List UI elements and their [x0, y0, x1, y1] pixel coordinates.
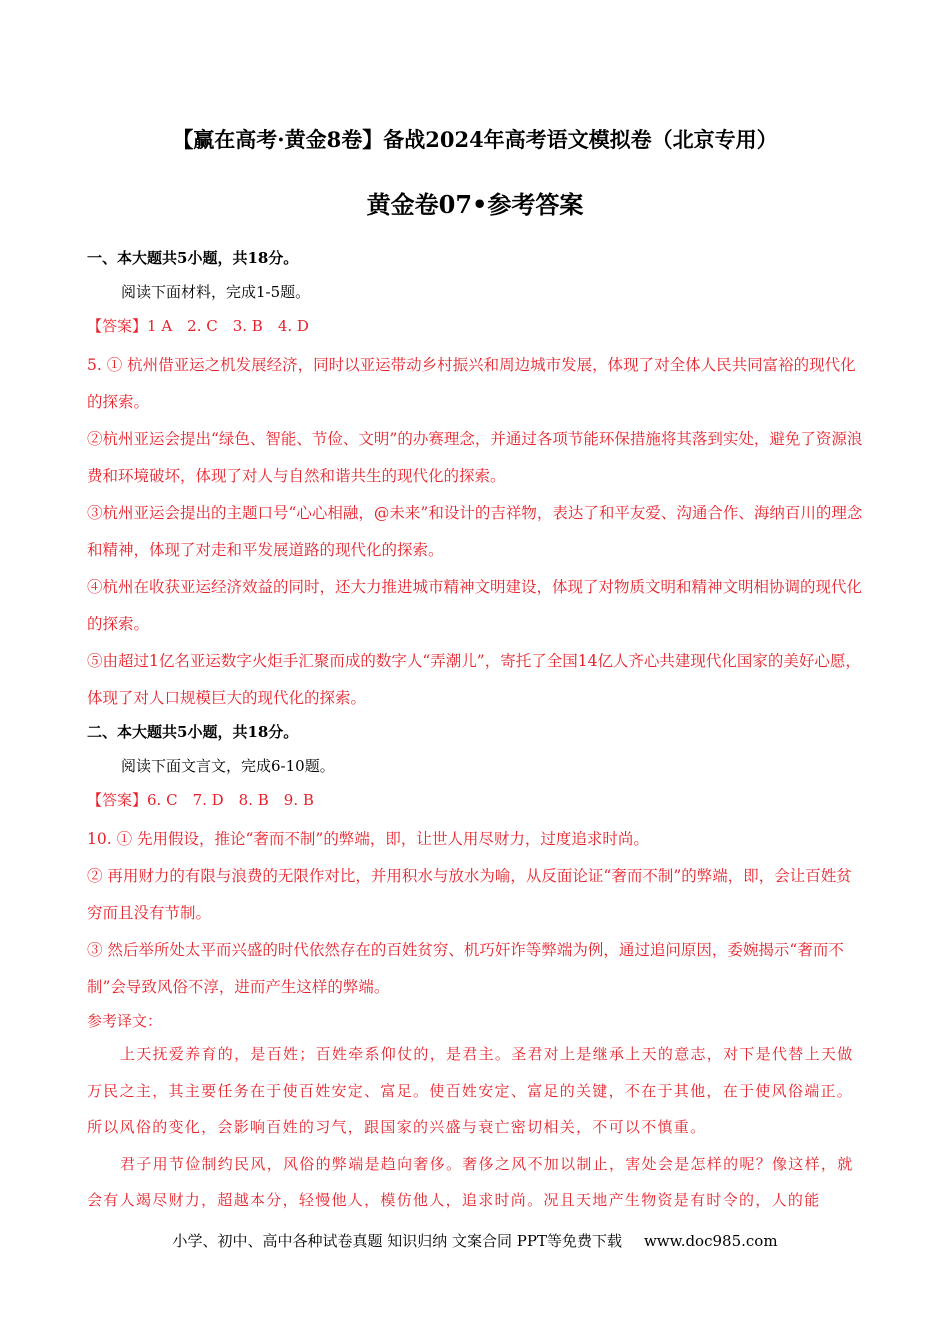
translation-paragraph-2: 君子用节俭制约民风，风俗的弊端是趋向奢侈。奢侈之风不加以制止，害处会是怎样的呢？像这样，就会有人竭尽财力，超越本分，轻慢他人，模仿他人，追求时尚。况且天地产生物资是有时令的，人的能: [87, 1154, 854, 1209]
section2-answers: [87, 785, 863, 815]
section2-instruction: 阅读下面文言文，完成6-10题。: [121, 757, 335, 775]
section1-heading: 一、本大题共5小题，共18分。: [87, 249, 299, 267]
answer-label: 【答案】: [87, 317, 148, 335]
translation-paragraph-1: 上天抚爱养育的，是百姓；百姓牵系仰仗的，是君主。圣君对上是继承上天的意志，对下是代替上天做万民之主，其主要任务在于使百姓安定、富足。使百姓安定、富足的关键，不在于其他，在于使风俗端正。所以风俗的变化，会影响百姓的习气，跟国家的兴盛与衰亡密切相关，不可以不慎重。: [87, 1045, 854, 1136]
footer-link[interactable]: www.doc985.com: [643, 1232, 778, 1250]
translation-label: 参考译文：: [87, 1012, 163, 1030]
q5-point-3: ③杭州亚运会提出的主题口号“心心相融，@未来”和设计的吉祥物，表达了和平友爱、沟通合作、海纳百川的理念和精神，体现了对走和平发展道路的现代化的探索。: [87, 504, 863, 559]
answer-label: 【答案】: [87, 791, 148, 809]
q5-point-5: ⑤由超过1亿名亚运数字火炬手汇聚而成的数字人“弄潮儿”，寄托了全国14亿人齐心共建现代化国家的美好心愿，体现了对人口规模巨大的现代化的探索。: [87, 652, 861, 707]
section1-instruction: 阅读下面材料，完成1-5题。: [121, 283, 311, 301]
answer-values: 6. C 7. D 8. B 9. B: [147, 791, 314, 809]
document-subtitle: 黄金卷07•参考答案: [366, 190, 584, 219]
answer-values: 1 A 2. C 3. B 4. D: [147, 317, 309, 335]
q10-point-1: 10. ① 先用假设，推论“奢而不制”的弊端，即，让世人用尽财力，过度追求时尚。: [87, 830, 649, 848]
document-body: [87, 243, 863, 1219]
footer-text: 小学、初中、高中各种试卷真题 知识归纳 文案合同 PPT等免费下载: [172, 1232, 622, 1250]
q10-point-3: ③ 然后举所处太平而兴盛的时代依然存在的百姓贫穷、机巧奸诈等弊端为例，通过追问原因，委婉揭示“奢而不制”会导致风俗不淳，进而产生这样的弊端。: [87, 941, 844, 996]
q5-point-1: 5. ① 杭州借亚运之机发展经济，同时以亚运带动乡村振兴和周边城市发展，体现了对全体人民共同富裕的现代化的探索。: [87, 356, 856, 411]
section1-answers: [87, 311, 863, 341]
q5-point-2: ②杭州亚运会提出“绿色、智能、节俭、文明”的办赛理念，并通过各项节能环保措施将其落到实处，避免了资源浪费和环境破坏，体现了对人与自然和谐共生的现代化的探索。: [87, 430, 863, 485]
document-title: 【赢在高考·黄金8卷】备战2024年高考语文模拟卷（北京专用）: [172, 127, 778, 152]
q5-point-4: ④杭州在收获亚运经济效益的同时，还大力推进城市精神文明建设，体现了对物质文明和精神文明相协调的现代化的探索。: [87, 578, 863, 633]
page-footer: [0, 1228, 950, 1254]
q10-point-2: ② 再用财力的有限与浪费的无限作对比，并用积水与放水为喻，从反面论证“奢而不制”的弊端，即，会让百姓贫穷而且没有节制。: [87, 867, 852, 922]
section2-heading: 二、本大题共5小题，共18分。: [87, 723, 299, 741]
